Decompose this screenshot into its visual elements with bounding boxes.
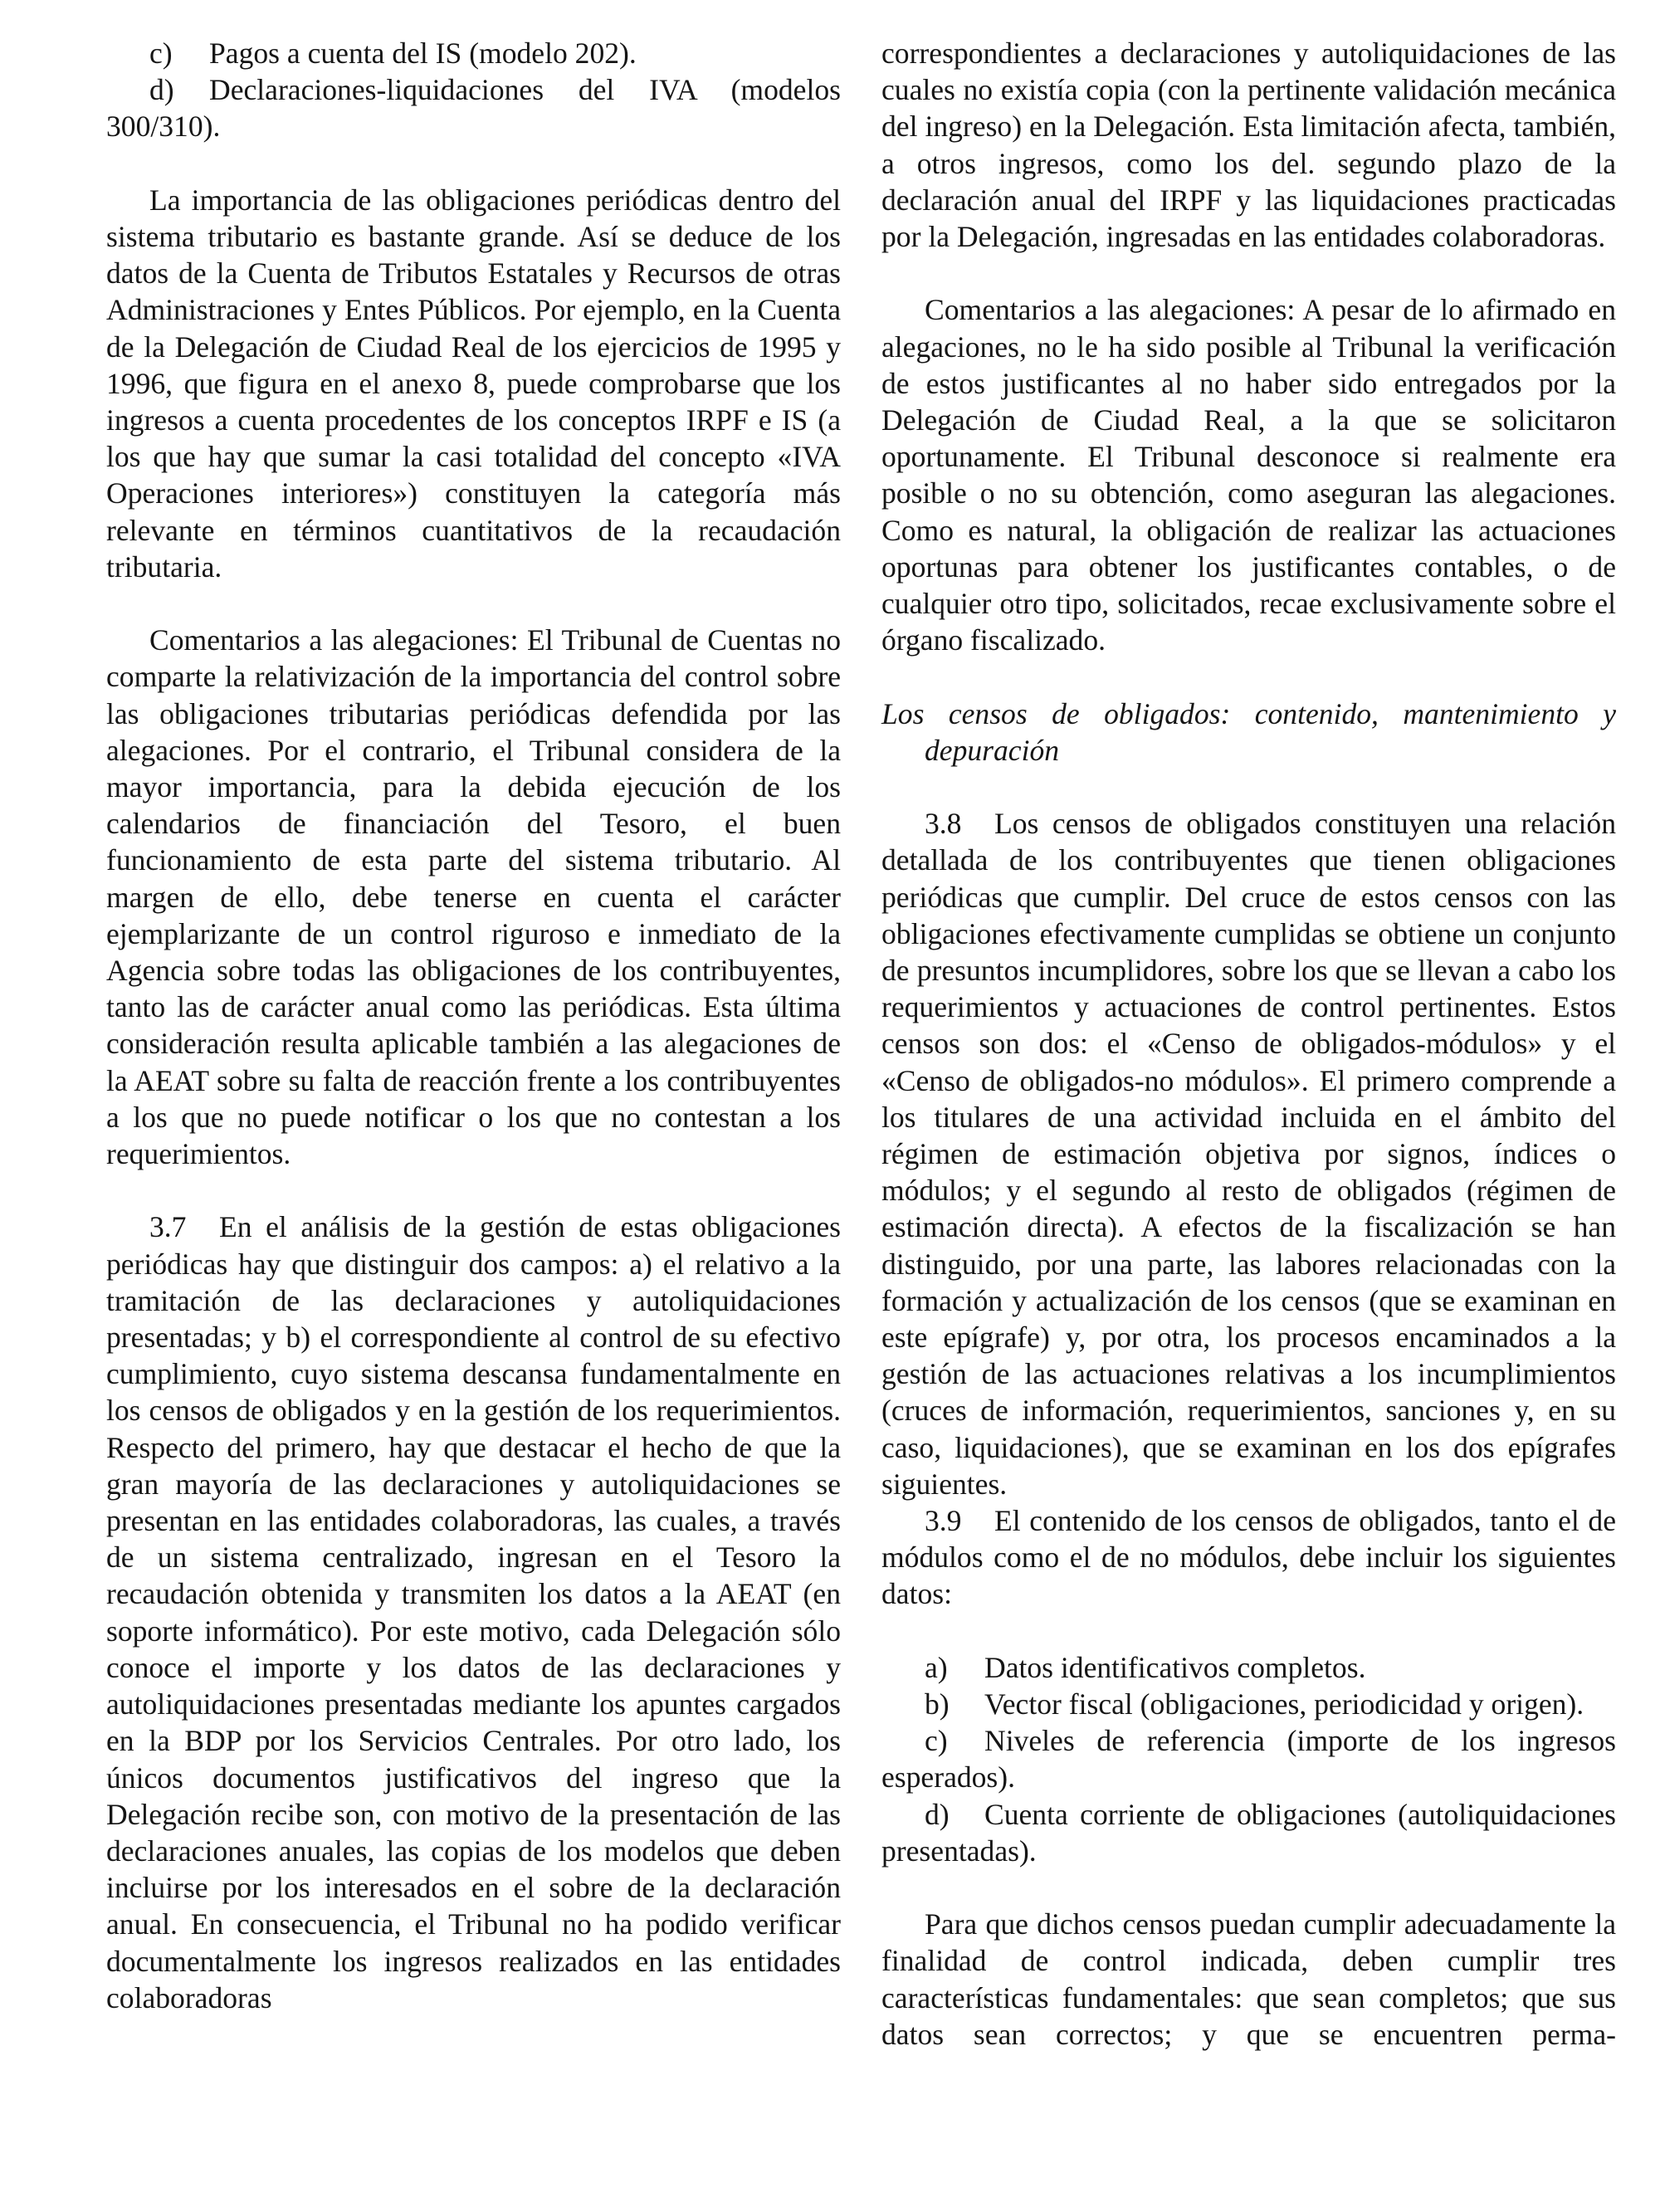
- list-text: Pagos a cuenta del IS (modelo 202).: [209, 37, 637, 70]
- list-item: [106, 71, 841, 144]
- list-label: b): [925, 1687, 950, 1721]
- list-item: [881, 1796, 1616, 1869]
- list-label: d): [149, 73, 174, 107]
- list-item: [881, 1722, 1616, 1795]
- paragraph-comentarios-2: Comentarios a las alegaciones: A pesar de lo afirmado en alegaciones, no le ha sido posible al Tribunal la verificación de estos justificantes al no haber sido entregados por la Delegación de Ciudad Real, a la que se solicitaron oportunamente. El Tribunal desconoce si realmente era posible o no su obtención, como aseguran las alegaciones. Como es natural, la obligación de realizar las actuaciones oportunas para obtener los justificantes contables, o de cualquier otro tipo, solicitados, recae exclusivamente sobre el órgano fiscalizado.: [881, 293, 1616, 657]
- list-label: c): [925, 1724, 948, 1758]
- paragraph-final: Para que dichos censos puedan cumplir adecuadamente la finalidad de control indicada, deben cumplir tres características fundamentales: que sean completos; que sus datos sean correctos; y que se encuentren perma-: [881, 1907, 1616, 2051]
- list-text: Cuenta corriente de obligaciones (autoliquidaciones presentadas).: [881, 1797, 1616, 1868]
- paragraph-text: Los censos de obligados constituyen una relación detallada de los contribuyentes que tienen obligaciones periódicas que cumplir. Del cruce de estos censos con las obligaciones efectivamente cumplidas se obtiene un conjunto de presuntos incumplidores, sobre los que se llevan a cabo los requerimientos y actuaciones de control pertinentes. Estos censos son dos: el «Censo de obligados-módulos» y el «Censo de obligados-no módulos». El primero comprende a los titulares de una actividad incluida en el ámbito del régimen de estimación objetiva por signos, índices o módulos; y el segundo al resto de obligados (régimen de estimación directa). A efectos de la fiscalización se han distinguido, por una parte, las labores relacionadas con la formación y actualización de los censos (que se examinan en este epígrafe) y, por otra, los procesos encaminados a la gestión de las actuaciones relativas a los incumplimientos (cruces de información, requerimientos, sanciones y, en su caso, liquidaciones), que se examinan en los dos epígrafes siguientes.: [881, 807, 1616, 1501]
- list-text: Niveles de referencia (importe de los ingresos esperados).: [881, 1724, 1616, 1795]
- paragraph-3-9: [881, 1502, 1616, 1613]
- paragraph-3-8: [881, 805, 1616, 1502]
- list-text: Declaraciones-liquidaciones del IVA (modelos 300/310).: [106, 73, 841, 144]
- paragraph-text: En el análisis de la gestión de estas obligaciones periódicas hay que distinguir dos campos: a) el relativo a la tramitación de las declaraciones y autoliquidaciones presentadas; y b) el correspondiente al control de su efectivo cumplimiento, cuyo sistema descansa fundamentalmente en los censos de obligados y en la gestión de los requerimientos. Respecto del primero, hay que destacar el hecho de que la gran mayoría de las declaraciones y autoliquidaciones se presentan en las entidades colaboradoras, las cuales, a través de un sistema centralizado, ingresan en el Tesoro la recaudación obtenida y transmiten los datos a la AEAT (en soporte informático). Por este motivo, cada Delegación sólo conoce el importe y los datos de las declaraciones y autoliquidaciones presentadas mediante los apuntes cargados en la BDP por los Servicios Centrales. Por otro lado, los únicos documentos justificativos del ingreso que la Delegación recibe son, con motivo de la presentación de las declaraciones anuales, las copias de los modelos que deben incluirse por los interesados en el sobre de la declaración anual. En consecuencia, el Tribunal no ha podido verificar documentalmente los ingresos realizados en las entidades colaboradoras: [106, 1210, 841, 2014]
- paragraph-number: 3.9: [925, 1504, 962, 1538]
- list-item: [881, 1649, 1616, 1686]
- section-title: Los censos de obligados: contenido, mantenimiento y depuración: [881, 696, 1616, 767]
- list-item: [106, 35, 841, 71]
- data-list: [881, 1649, 1616, 1869]
- list-label: d): [925, 1797, 950, 1831]
- left-column: [106, 35, 841, 2016]
- paragraph-number: 3.7: [149, 1210, 187, 1244]
- paragraph-3-7: [106, 1209, 841, 2015]
- paragraph-importancia: La importancia de las obligaciones periódicas dentro del sistema tributario es bastante grande. Así se deduce de los datos de la Cuenta de Tributos Estatales y Recursos de otras Administraciones y Entes Públicos. Por ejemplo, en la Cuenta de la Delegación de Ciudad Real de los ejercicios de 1995 y 1996, que figura en el anexo 8, puede comprobarse que los ingresos a cuenta procedentes de los conceptos IRPF e IS (a los que hay que sumar la casi totalidad del concepto «IVA Operaciones interiores») constituyen la categoría más relevante en términos cuantitativos de la recaudación tributaria.: [106, 183, 841, 584]
- list-item: [881, 1686, 1616, 1722]
- paragraph-number: 3.8: [925, 807, 962, 841]
- paragraph-continuation: correspondientes a declaraciones y autoliquidaciones de las cuales no existía copia (con la pertinente validación mecánica del ingreso) en la Delegación. Esta limitación afecta, también, a otros ingresos, como los del. segundo plazo de la declaración anual del IRPF y las liquidaciones practicadas por la Delegación, ingresadas en las entidades colaboradoras.: [881, 37, 1616, 254]
- list-label: c): [149, 37, 173, 70]
- paragraph-text: El contenido de los censos de obligados, tanto el de módulos como el de no módulos, debe incluir los siguientes datos:: [881, 1504, 1616, 1611]
- list-text: Vector fiscal (obligaciones, periodicidad y origen).: [984, 1687, 1584, 1721]
- paragraph-comentarios: Comentarios a las alegaciones: El Tribunal de Cuentas no comparte la relativización de la importancia del control sobre las obligaciones tributarias periódicas defendida por las alegaciones. Por el contrario, el Tribunal considera de la mayor importancia, para la debida ejecución de los calendarios de financiación del Tesoro, el buen funcionamiento de esta parte del sistema tributario. Al margen de ello, debe tenerse en cuenta el carácter ejemplarizante de un control riguroso e inmediato de la Agencia sobre todas las obligaciones de los contribuyentes, tanto las de carácter anual como las periódicas. Esta última consideración resulta aplicable también a las alegaciones de la AEAT sobre su falta de reacción frente a los contribuyentes a los que no puede notificar o los que no contestan a los requerimientos.: [106, 623, 841, 1171]
- right-column: [881, 35, 1616, 2053]
- list-label: a): [925, 1650, 948, 1684]
- list-text: Datos identificativos completos.: [984, 1650, 1366, 1684]
